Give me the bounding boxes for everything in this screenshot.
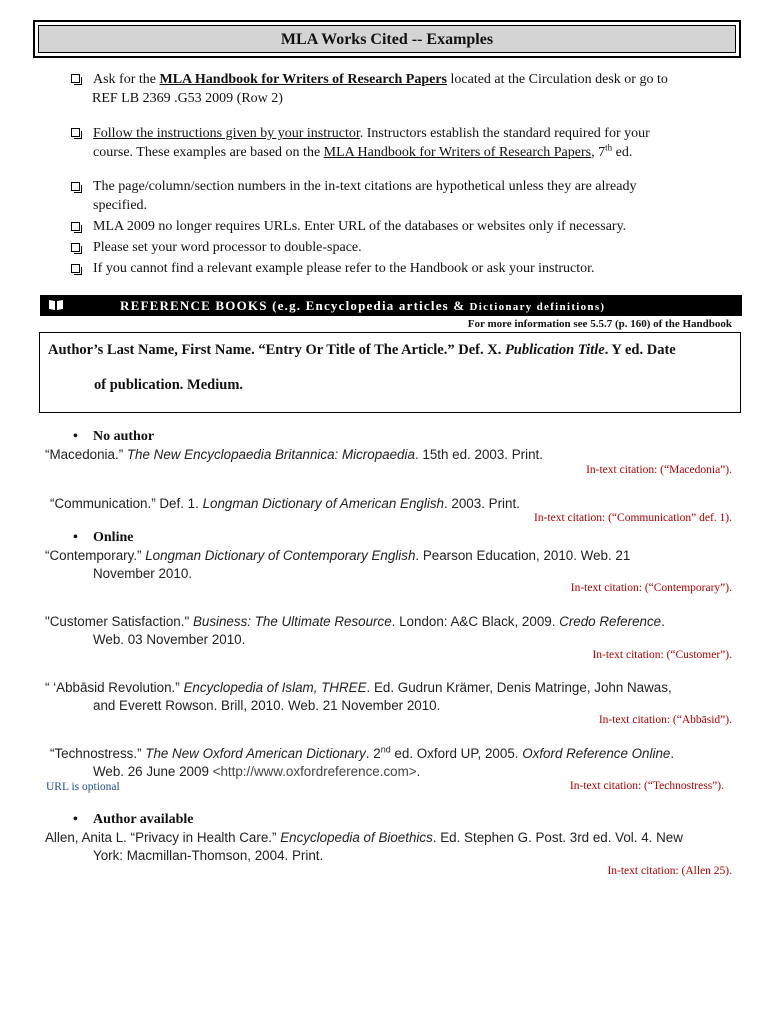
in-text-citation: In-text citation: (“Technostress”). — [569, 780, 724, 792]
in-text-citation: In-text citation: (“Customer”). — [592, 649, 732, 661]
book-icon — [48, 299, 64, 311]
bullet-text: course. These examples are based on the — [93, 145, 324, 160]
citation-entry: “Technostress.” The New Oxford American Dictionary. 2nd ed. Oxford UP, 2005. Oxford Reference Online. Web. 26 June 2009 <http://www.oxfordreference.com>. — [50, 744, 675, 779]
bullet-text: , 7 — [591, 145, 606, 160]
handbook-link[interactable]: MLA Handbook for Writers of Research Papers — [323, 145, 592, 160]
call-number: REF LB 2369 .G53 2009 (Row 2) — [92, 91, 283, 106]
bullet-text: . Instructors establish the standard required for your — [359, 126, 650, 141]
citation-entry: “Contemporary.” Longman Dictionary of Contemporary English. Pearson Education, 2010. Web. 21 November 2010. — [45, 548, 631, 581]
citation-entry: “Macedonia.” The New Encyclopaedia Britannica: Micropaedia. 15th ed. 2003. Print. — [45, 447, 543, 462]
section-title: REFERENCE BOOKS (e.g. Encyclopedia articles & Dictionary definitions) — [120, 298, 606, 313]
superscript: th — [605, 142, 613, 153]
format-line: Author’s Last Name, First Name. “Entry Or Title of The Article.” Def. X. Publication Title. Y ed. Date — [48, 342, 676, 358]
bullet-text: ed. — [612, 145, 633, 160]
citation-entry: “ ‘Abbāsid Revolution.” Encyclopedia of Islam, THREE. Ed. Gudrun Krämer, Denis Matringe, John Nawas, and Everett Rowson. Brill, 2010. Web. 21 November 2010. — [45, 680, 672, 713]
subheading-author-available: • Author available — [93, 812, 193, 828]
handbook-link[interactable]: MLA Handbook for Writers of Research Papers — [159, 72, 448, 87]
page-title: MLA Works Cited -- Examples — [38, 25, 736, 53]
bullet-text: Ask for the — [93, 72, 160, 87]
checkbox-bullet-icon — [71, 243, 80, 252]
section-header — [40, 295, 742, 316]
checkbox-bullet-icon — [71, 264, 80, 273]
instructions-link[interactable]: Follow the instructions given by your instructor — [93, 126, 360, 141]
bullet-item — [93, 124, 735, 162]
bullet-text: The page/column/section numbers in the in-text citations are hypothetical unless they are already — [93, 179, 637, 194]
checkbox-bullet-icon — [71, 128, 80, 137]
bullet-text: specified. — [93, 198, 148, 213]
title-box — [33, 20, 741, 58]
checkbox-bullet-icon — [71, 222, 80, 231]
citation-entry: Allen, Anita L. “Privacy in Health Care.” Encyclopedia of Bioethics. Ed. Stephen G. Post. 3rd ed. Vol. 4. New York: Macmillan-Thomson, 2004. Print. — [45, 830, 683, 863]
citation-entry: "Customer Satisfaction." Business: The Ultimate Resource. London: A&C Black, 2009. Credo Reference. Web. 03 November 2010. — [45, 614, 665, 647]
in-text-citation: In-text citation: (“Abbāsid”). — [598, 714, 732, 726]
in-text-citation: In-text citation: (“Contemporary”). — [570, 582, 732, 594]
bullet-item: MLA 2009 no longer requires URLs. Enter URL of the databases or websites only if necessary. — [93, 219, 627, 234]
citation-entry: “Communication.” Def. 1. Longman Dictionary of American English. 2003. Print. — [50, 496, 520, 511]
in-text-citation: In-text citation: (“Macedonia”). — [586, 464, 732, 476]
url-optional-note: URL is optional — [46, 781, 120, 793]
checkbox-bullet-icon — [71, 74, 80, 83]
format-line: of publication. Medium. — [94, 377, 244, 393]
bullet-item — [93, 177, 735, 215]
format-template-box — [39, 332, 741, 413]
subheading-no-author: • No author — [93, 429, 154, 445]
in-text-citation: In-text citation: (Allen 25). — [607, 865, 732, 877]
more-info-note: For more information see 5.5.7 (p. 160) of the Handbook — [467, 318, 732, 330]
bullet-item: If you cannot find a relevant example please refer to the Handbook or ask your instructor. — [93, 261, 595, 276]
in-text-citation: In-text citation: (“Communication” def. 1). — [534, 512, 732, 524]
reference-url[interactable]: <http://www.oxfordreference.com> — [212, 764, 417, 779]
checkbox-bullet-icon — [71, 182, 80, 191]
bullet-text: located at the Circulation desk or go to — [447, 72, 668, 87]
bullet-item — [93, 70, 735, 108]
bullet-item: Please set your word processor to double-space. — [93, 240, 362, 255]
subheading-online: • Online — [93, 530, 133, 546]
